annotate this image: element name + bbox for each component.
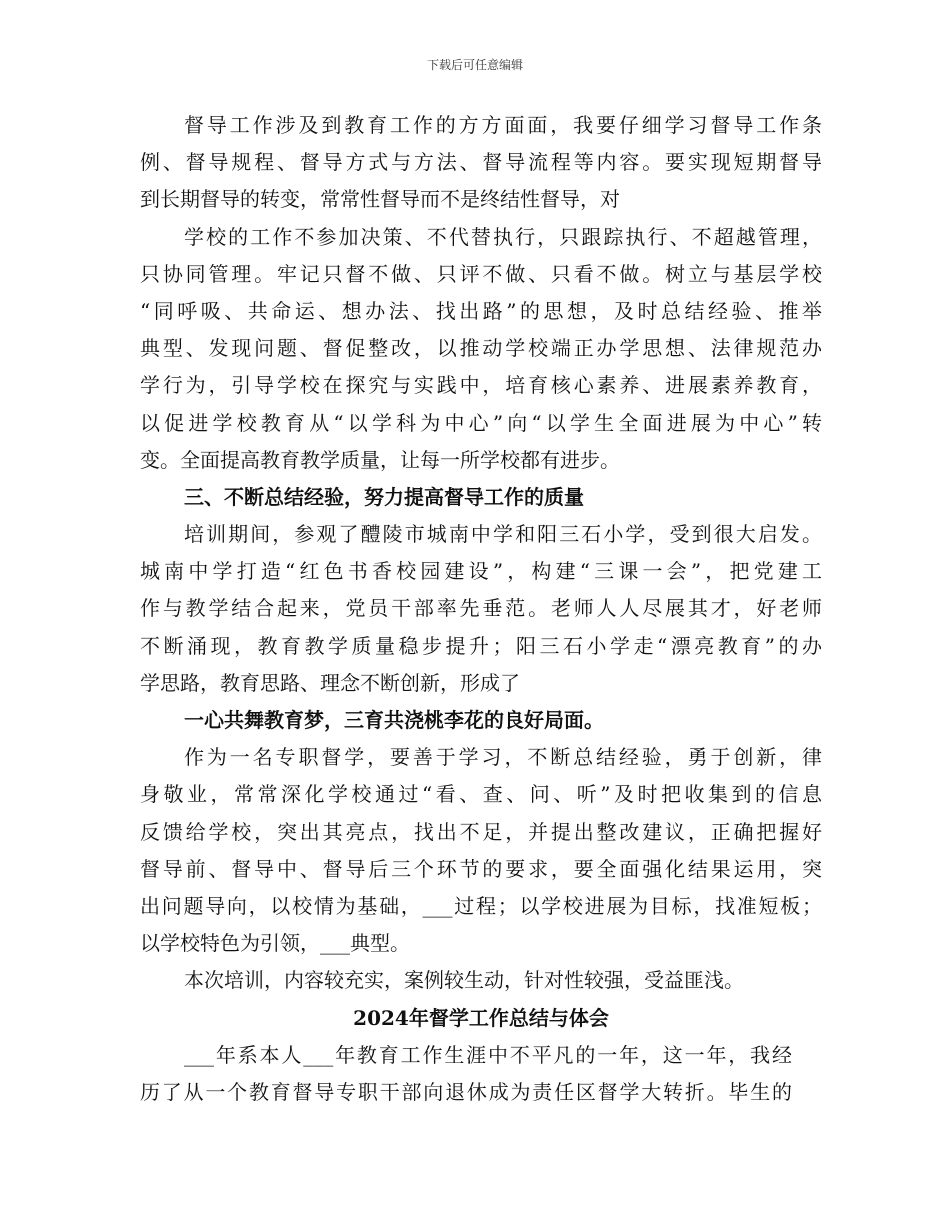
bold-statement: 一心共舞教育梦，三育共浇桃李花的良好局面。 <box>184 708 604 732</box>
paragraph-line: 不断涌现，教育教学质量稳步提升；阳三石小学走“漂亮教育”的办 <box>140 633 822 658</box>
paragraph-line: ___年系本人___年教育工作生涯中不平凡的一年，这一年，我经 <box>184 1042 792 1067</box>
paragraph-line: 学校的工作不参加决策、不代替执行，只跟踪执行、不超越管理， <box>184 224 822 249</box>
paragraph-line: 例、督导规程、督导方式与方法、督导流程等内容。要实现短期督导 <box>140 150 822 175</box>
paragraph-line: 以促进学校教育从“以学科为中心”向“以学生全面进展为中心”转 <box>140 410 822 435</box>
paragraph-line: 反馈给学校，突出其亮点，找出不足，并提出整改建议，正确把握好 <box>140 819 822 844</box>
paragraph-line: 督导工作涉及到教育工作的方方面面，我要仔细学习督导工作条 <box>184 113 822 137</box>
paragraph-line: 学思路，教育思路、理念不断创新，形成了 <box>140 670 520 695</box>
paragraph-line: “同呼吸、共命运、想办法、找出路”的思想，及时总结经验、推举 <box>140 298 822 323</box>
paragraph-line: 作与教学结合起来，党员干部率先垂范。老师人人尽展其才，好老师 <box>140 596 822 621</box>
paragraph-line: 以学校特色为引领，___典型。 <box>140 931 410 956</box>
paragraph-line: 督导前、督导中、督导后三个环节的要求，要全面强化结果运用，突 <box>140 856 822 881</box>
paragraph-line: 身敬业，常常深化学校通过“看、查、问、听”及时把收集到的信息 <box>140 782 822 807</box>
paragraph-line: 培训期间，参观了醴陵市城南中学和阳三石小学，受到很大启发。 <box>184 522 822 547</box>
paragraph-line: 城南中学打造“红色书香校园建设”，构建“三课一会”，把党建工 <box>140 559 822 584</box>
paragraph-line: 学行为，引导学校在探究与实践中，培育核心素养、进展素养教育， <box>140 373 822 398</box>
paragraph-line: 出问题导向，以校情为基础，___过程；以学校进展为目标，找准短板； <box>140 893 822 918</box>
paragraph-line: 典型、发现问题、督促整改，以推动学校端正办学思想、法律规范办 <box>140 336 822 361</box>
paragraph-line: 作为一名专职督学，要善于学习，不断总结经验，勇于创新，律 <box>184 745 822 770</box>
paragraph-line: 本次培训，内容较充实，案例较生动，针对性较强，受益匪浅。 <box>184 968 744 993</box>
document-body <box>140 107 822 1111</box>
paragraph-line: 历了从一个教育督导专职干部向退休成为责任区督学大转折。毕生的 <box>140 1079 792 1104</box>
section-heading: 三、不断总结经验，努力提高督导工作的质量 <box>184 484 584 509</box>
paragraph-line: 到长期督导的转变，常常性督导而不是终结性督导，对 <box>140 187 620 212</box>
paragraph-line: 只协同管理。牢记只督不做、只评不做、只看不做。树立与基层学校 <box>140 261 822 286</box>
paragraph-line: 变。全面提高教育教学质量，让每一所学校都有进步。 <box>140 447 620 472</box>
page-header-note: 下载后可任意编辑 <box>426 58 523 72</box>
document-title: 2024年督学工作总结与体会 <box>353 1005 609 1030</box>
